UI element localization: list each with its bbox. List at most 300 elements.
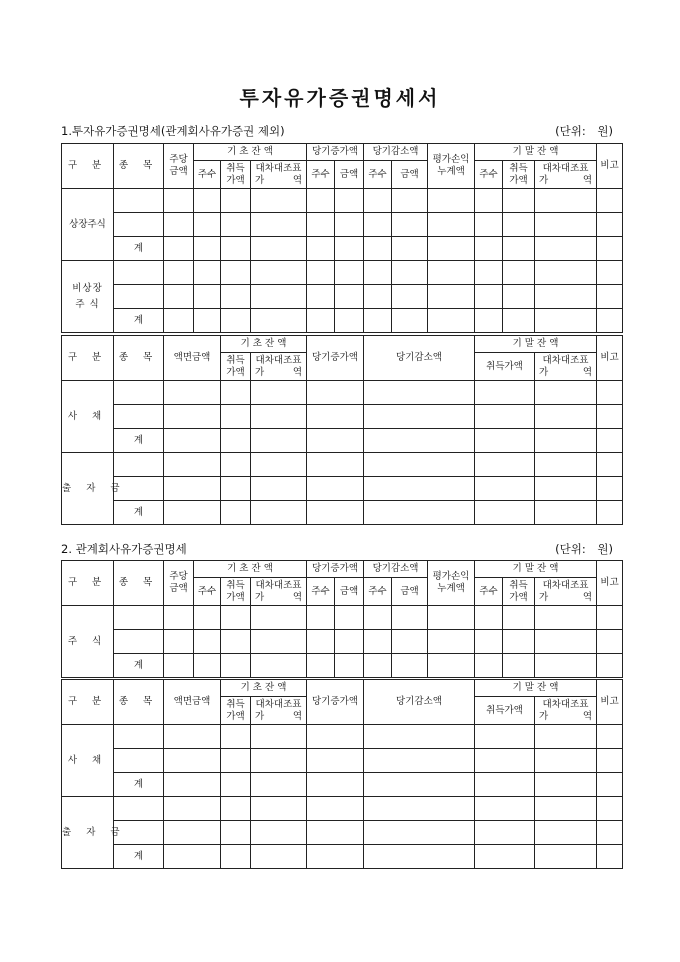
table-row xyxy=(62,405,623,429)
table-cell[interactable] xyxy=(364,213,392,237)
table-cell[interactable] xyxy=(364,773,475,797)
table-cell[interactable] xyxy=(475,453,535,477)
table-row xyxy=(62,630,623,654)
table-cell[interactable] xyxy=(364,845,475,869)
table-cell[interactable] xyxy=(307,405,364,429)
table-cell[interactable] xyxy=(194,237,221,261)
table-cell[interactable] xyxy=(194,285,221,309)
table-cell[interactable] xyxy=(251,213,307,237)
header-daecha-label: 대차대조표 xyxy=(542,579,589,591)
table-cell[interactable] xyxy=(251,606,307,630)
table-cell[interactable] xyxy=(364,797,475,821)
table-cell[interactable] xyxy=(164,630,194,654)
header-chwideuk-gaaek: 취득가액 xyxy=(475,697,535,725)
table-cell[interactable] xyxy=(428,606,475,630)
table-cell[interactable] xyxy=(597,453,623,477)
table-cell[interactable] xyxy=(221,749,251,773)
header-gubun: 구 분 xyxy=(62,336,114,381)
table-cell[interactable] xyxy=(503,630,535,654)
table-cell[interactable] xyxy=(335,189,364,213)
table-cell[interactable] xyxy=(221,285,251,309)
table-cell[interactable] xyxy=(364,285,392,309)
row-label-bond: 사 채 xyxy=(62,381,114,453)
header-daecha-label: 대차대조표 xyxy=(542,162,589,174)
header-jusu: 주수 xyxy=(307,161,335,189)
table-cell[interactable] xyxy=(475,381,535,405)
header-gubun: 구 분 xyxy=(62,680,114,725)
table-cell[interactable] xyxy=(114,725,164,749)
table-cell[interactable] xyxy=(597,237,623,261)
table-cell[interactable] xyxy=(597,725,623,749)
table-cell[interactable] xyxy=(114,381,164,405)
table-cell[interactable] xyxy=(597,477,623,501)
table-cell[interactable] xyxy=(251,429,307,453)
table-cell[interactable] xyxy=(597,654,623,678)
table-cell[interactable] xyxy=(535,773,597,797)
table-cell[interactable] xyxy=(251,845,307,869)
header-aek: 역 xyxy=(582,710,592,722)
table-cell[interactable] xyxy=(194,189,221,213)
table-cell[interactable] xyxy=(251,797,307,821)
table-cell[interactable] xyxy=(364,630,392,654)
table-cell[interactable] xyxy=(364,749,475,773)
header-nugye: 누계액 xyxy=(437,583,465,594)
table-cell[interactable] xyxy=(307,606,335,630)
table-cell[interactable] xyxy=(307,749,364,773)
table-cell[interactable] xyxy=(503,213,535,237)
header-jusu: 주수 xyxy=(475,161,503,189)
table-cell[interactable] xyxy=(364,654,392,678)
table-cell[interactable] xyxy=(164,309,194,333)
table-row xyxy=(62,654,623,678)
table-cell[interactable] xyxy=(221,381,251,405)
table-cell[interactable] xyxy=(164,749,221,773)
table-cell[interactable] xyxy=(475,845,535,869)
table-cell[interactable] xyxy=(164,821,221,845)
table-cell[interactable] xyxy=(335,261,364,285)
header-danggam: 당기감소액 xyxy=(364,680,475,725)
table-cell[interactable] xyxy=(475,189,503,213)
header-bigo: 비고 xyxy=(597,561,623,606)
table-cell[interactable] xyxy=(597,189,623,213)
table-cell[interactable] xyxy=(335,213,364,237)
table-cell[interactable] xyxy=(221,501,251,525)
table-cell[interactable] xyxy=(307,213,335,237)
table-cell[interactable] xyxy=(251,821,307,845)
table-cell[interactable] xyxy=(164,606,194,630)
table-row xyxy=(62,261,623,285)
table-cell[interactable] xyxy=(428,237,475,261)
table-cell[interactable] xyxy=(475,477,535,501)
table-cell[interactable] xyxy=(194,261,221,285)
section-2-title: 2. 관계회사유가증권명세 xyxy=(61,542,187,556)
table-cell[interactable] xyxy=(428,309,475,333)
table-cell[interactable] xyxy=(535,381,597,405)
table-cell[interactable] xyxy=(535,213,597,237)
table-cell[interactable] xyxy=(597,773,623,797)
table-row xyxy=(62,606,623,630)
table-cell[interactable] xyxy=(221,630,251,654)
table-row xyxy=(62,213,623,237)
table-cell[interactable] xyxy=(364,309,392,333)
header-daecha xyxy=(535,578,597,606)
table-cell[interactable] xyxy=(475,773,535,797)
table-cell[interactable] xyxy=(475,309,503,333)
table-cell[interactable] xyxy=(114,749,164,773)
table-cell[interactable] xyxy=(597,749,623,773)
table-cell[interactable] xyxy=(251,654,307,678)
table-cell[interactable] xyxy=(503,606,535,630)
table-cell[interactable] xyxy=(114,606,164,630)
header-daecha xyxy=(251,697,307,725)
table-cell[interactable] xyxy=(535,405,597,429)
table-cell[interactable] xyxy=(475,429,535,453)
table-cell[interactable] xyxy=(597,845,623,869)
table-cell[interactable] xyxy=(221,309,251,333)
table-cell[interactable] xyxy=(164,654,194,678)
header-bigo: 비고 xyxy=(597,144,623,189)
table-cell[interactable] xyxy=(307,237,335,261)
document-title: 투자유가증권명세서 xyxy=(239,86,441,110)
table-cell[interactable] xyxy=(221,261,251,285)
table-cell[interactable] xyxy=(597,606,623,630)
table-cell[interactable] xyxy=(221,477,251,501)
header-gimal: 기 말 잔 액 xyxy=(475,336,597,353)
table-cell[interactable] xyxy=(364,261,392,285)
table-cell[interactable] xyxy=(392,261,428,285)
header-dangjeung: 당기증가액 xyxy=(307,336,364,381)
table-cell[interactable] xyxy=(597,309,623,333)
table-cell[interactable] xyxy=(307,381,364,405)
table-cell[interactable] xyxy=(251,237,307,261)
table-cell[interactable] xyxy=(307,501,364,525)
table-cell[interactable] xyxy=(114,453,164,477)
table-cell[interactable] xyxy=(307,821,364,845)
header-daecha xyxy=(251,578,307,606)
table-cell[interactable] xyxy=(428,189,475,213)
table-cell[interactable] xyxy=(364,501,475,525)
row-label-invest: 출 자 금 xyxy=(62,797,114,869)
table-cell[interactable] xyxy=(535,630,597,654)
table-cell[interactable] xyxy=(475,285,503,309)
table-cell[interactable] xyxy=(251,285,307,309)
table-cell[interactable] xyxy=(364,381,475,405)
table-cell[interactable] xyxy=(392,606,428,630)
table-cell[interactable] xyxy=(535,725,597,749)
table-cell[interactable] xyxy=(597,821,623,845)
table-cell[interactable] xyxy=(503,261,535,285)
header-chwideuk-gaaek xyxy=(503,161,535,189)
table-cell[interactable] xyxy=(535,654,597,678)
header-bigo: 비고 xyxy=(597,336,623,381)
table-cell[interactable] xyxy=(475,213,503,237)
table-cell[interactable] xyxy=(535,429,597,453)
table-cell[interactable] xyxy=(307,261,335,285)
table-cell[interactable] xyxy=(251,189,307,213)
table-cell[interactable] xyxy=(194,606,221,630)
row-label-invest: 출 자 금 xyxy=(62,453,114,525)
table-cell[interactable] xyxy=(364,429,475,453)
table-cell[interactable] xyxy=(335,606,364,630)
table-cell[interactable] xyxy=(164,501,221,525)
header-jongmok: 종 목 xyxy=(114,561,164,606)
table-cell[interactable] xyxy=(597,285,623,309)
table-row xyxy=(62,453,623,477)
table-cell[interactable] xyxy=(307,429,364,453)
table-cell[interactable] xyxy=(114,285,164,309)
header-gicho: 기 초 잔 액 xyxy=(221,680,307,697)
table-cell[interactable] xyxy=(114,797,164,821)
table-cell[interactable] xyxy=(535,606,597,630)
table-row xyxy=(62,237,623,261)
table-cell[interactable] xyxy=(503,237,535,261)
table-cell[interactable] xyxy=(597,429,623,453)
table-row xyxy=(62,477,623,501)
table-cell[interactable] xyxy=(535,261,597,285)
table-cell[interactable] xyxy=(251,381,307,405)
section-2-stock-table xyxy=(61,560,623,678)
table-row xyxy=(62,189,623,213)
table-cell[interactable] xyxy=(364,821,475,845)
header-gicho: 기 초 잔 액 xyxy=(221,336,307,353)
table-cell[interactable] xyxy=(392,285,428,309)
table-cell[interactable] xyxy=(307,453,364,477)
table-cell[interactable] xyxy=(428,630,475,654)
header-danggam: 당기감소액 xyxy=(364,144,428,161)
table-cell[interactable] xyxy=(164,453,221,477)
table-cell[interactable] xyxy=(307,189,335,213)
header-gubun: 구 분 xyxy=(62,561,114,606)
header-jongmok: 종 목 xyxy=(114,680,164,725)
section-1-title: 1.투자유가증권명세(관계회사유가증권 제외) xyxy=(61,124,285,138)
table-cell[interactable] xyxy=(475,261,503,285)
table-cell[interactable] xyxy=(364,237,392,261)
table-cell[interactable] xyxy=(164,845,221,869)
table-cell[interactable] xyxy=(428,285,475,309)
table-cell[interactable] xyxy=(535,477,597,501)
header-daecha-label: 대차대조표 xyxy=(542,698,589,710)
table-row xyxy=(62,749,623,773)
table-cell[interactable] xyxy=(221,237,251,261)
table-cell[interactable] xyxy=(251,405,307,429)
table-cell[interactable] xyxy=(364,477,475,501)
table-cell[interactable] xyxy=(475,725,535,749)
table-cell[interactable] xyxy=(221,845,251,869)
table-cell[interactable] xyxy=(164,285,194,309)
table-cell[interactable] xyxy=(335,285,364,309)
table-cell[interactable] xyxy=(335,237,364,261)
table-cell[interactable] xyxy=(307,725,364,749)
table-cell[interactable] xyxy=(251,453,307,477)
table-cell[interactable] xyxy=(535,749,597,773)
table-cell[interactable] xyxy=(307,773,364,797)
table-cell[interactable] xyxy=(392,630,428,654)
table-cell[interactable] xyxy=(164,237,194,261)
table-cell[interactable] xyxy=(535,285,597,309)
table-cell[interactable] xyxy=(335,309,364,333)
table-cell[interactable] xyxy=(535,845,597,869)
table-cell[interactable] xyxy=(392,654,428,678)
table-cell[interactable] xyxy=(221,797,251,821)
table-cell[interactable] xyxy=(392,189,428,213)
table-cell[interactable] xyxy=(597,501,623,525)
table-cell[interactable] xyxy=(364,189,392,213)
table-cell[interactable] xyxy=(114,630,164,654)
table-row xyxy=(62,309,623,333)
table-cell[interactable] xyxy=(475,606,503,630)
header-gicho: 기 초 잔 액 xyxy=(194,144,307,161)
table-cell[interactable] xyxy=(221,654,251,678)
table-cell[interactable] xyxy=(335,654,364,678)
header-chwideuk: 취득 xyxy=(509,579,528,591)
table-cell[interactable] xyxy=(307,285,335,309)
table-cell[interactable] xyxy=(251,261,307,285)
table-cell[interactable] xyxy=(221,429,251,453)
header-gimal: 기 말 잔 액 xyxy=(475,144,597,161)
table-cell[interactable] xyxy=(535,189,597,213)
table-cell[interactable] xyxy=(307,797,364,821)
table-cell[interactable] xyxy=(194,213,221,237)
table-cell[interactable] xyxy=(364,453,475,477)
table-cell[interactable] xyxy=(475,501,535,525)
table-cell[interactable] xyxy=(194,630,221,654)
table-cell[interactable] xyxy=(307,309,335,333)
table-cell[interactable] xyxy=(221,773,251,797)
header-ga: 가 xyxy=(539,366,549,378)
header-judang: 주당 xyxy=(169,571,188,582)
table-cell[interactable] xyxy=(503,654,535,678)
table-cell[interactable] xyxy=(251,501,307,525)
table-cell[interactable] xyxy=(307,477,364,501)
table-cell[interactable] xyxy=(194,309,221,333)
table-cell[interactable] xyxy=(597,213,623,237)
header-daecha xyxy=(251,353,307,381)
section-2-heading xyxy=(61,541,617,557)
table-cell[interactable] xyxy=(221,213,251,237)
header-daecha-label: 대차대조표 xyxy=(542,354,589,366)
header-ga: 가 xyxy=(255,591,265,603)
table-cell[interactable] xyxy=(251,725,307,749)
table-cell[interactable] xyxy=(194,654,221,678)
table-cell[interactable] xyxy=(597,405,623,429)
table-cell[interactable] xyxy=(114,261,164,285)
table-cell[interactable] xyxy=(364,725,475,749)
table-cell[interactable] xyxy=(475,630,503,654)
table-cell[interactable] xyxy=(114,189,164,213)
table-cell[interactable] xyxy=(164,773,221,797)
header-geumaek: 금액 xyxy=(392,161,428,189)
table-cell[interactable] xyxy=(307,654,335,678)
table-cell[interactable] xyxy=(251,749,307,773)
table-cell[interactable] xyxy=(535,237,597,261)
table-cell[interactable] xyxy=(164,213,194,237)
table-cell[interactable] xyxy=(307,630,335,654)
header-jusu: 주수 xyxy=(194,161,221,189)
table-cell[interactable] xyxy=(221,725,251,749)
table-cell[interactable] xyxy=(251,630,307,654)
table-cell[interactable] xyxy=(475,821,535,845)
header-chwideuk: 취득 xyxy=(226,162,245,174)
table-cell[interactable] xyxy=(221,405,251,429)
table-cell[interactable] xyxy=(307,845,364,869)
row-label-bond: 사 채 xyxy=(62,725,114,797)
table-cell[interactable] xyxy=(164,429,221,453)
header-geumaek: 금액 xyxy=(169,166,188,177)
table-cell[interactable] xyxy=(535,821,597,845)
table-cell[interactable] xyxy=(392,213,428,237)
table-row xyxy=(62,285,623,309)
table-cell[interactable] xyxy=(475,797,535,821)
table-cell[interactable] xyxy=(164,381,221,405)
table-cell[interactable] xyxy=(535,501,597,525)
table-cell[interactable] xyxy=(503,309,535,333)
section-1-heading xyxy=(61,123,617,139)
table-cell[interactable] xyxy=(164,477,221,501)
table-cell[interactable] xyxy=(535,797,597,821)
table-cell[interactable] xyxy=(251,309,307,333)
row-label-unlisted xyxy=(62,261,114,333)
table-cell[interactable] xyxy=(221,189,251,213)
table-cell[interactable] xyxy=(535,453,597,477)
table-cell[interactable] xyxy=(164,797,221,821)
table-cell[interactable] xyxy=(221,453,251,477)
table-cell[interactable] xyxy=(597,630,623,654)
table-cell[interactable] xyxy=(503,285,535,309)
table-row xyxy=(62,845,623,869)
header-gaaek: 가액 xyxy=(509,174,528,186)
table-cell[interactable] xyxy=(392,237,428,261)
table-cell[interactable] xyxy=(392,309,428,333)
table-cell[interactable] xyxy=(475,749,535,773)
table-cell[interactable] xyxy=(475,237,503,261)
table-cell[interactable] xyxy=(221,606,251,630)
table-row xyxy=(62,773,623,797)
header-chwideuk-gaaek xyxy=(221,353,251,381)
table-cell[interactable] xyxy=(364,405,475,429)
row-total: 계 xyxy=(114,845,164,869)
table-cell[interactable] xyxy=(597,261,623,285)
header-daecha-label: 대차대조표 xyxy=(255,698,302,710)
table-cell[interactable] xyxy=(164,261,194,285)
row-label-listed: 상장주식 xyxy=(62,189,114,261)
table-cell[interactable] xyxy=(364,606,392,630)
table-cell[interactable] xyxy=(251,477,307,501)
table-row xyxy=(62,797,623,821)
table-cell[interactable] xyxy=(535,309,597,333)
table-cell[interactable] xyxy=(114,213,164,237)
table-cell[interactable] xyxy=(335,630,364,654)
table-cell[interactable] xyxy=(164,189,194,213)
table-cell[interactable] xyxy=(475,405,535,429)
table-cell[interactable] xyxy=(114,405,164,429)
table-cell[interactable] xyxy=(164,725,221,749)
header-geumaek: 금액 xyxy=(335,578,364,606)
table-cell[interactable] xyxy=(164,405,221,429)
section-2-bond-table xyxy=(61,679,623,869)
table-cell[interactable] xyxy=(503,189,535,213)
header-judang-geumaek xyxy=(164,144,194,189)
header-ga: 가 xyxy=(539,710,549,722)
table-cell[interactable] xyxy=(597,797,623,821)
table-cell[interactable] xyxy=(428,654,475,678)
table-cell[interactable] xyxy=(475,654,503,678)
table-cell[interactable] xyxy=(221,821,251,845)
table-cell[interactable] xyxy=(428,213,475,237)
table-cell[interactable] xyxy=(597,381,623,405)
table-cell[interactable] xyxy=(251,773,307,797)
table-cell[interactable] xyxy=(428,261,475,285)
header-jongmok: 종 목 xyxy=(114,336,164,381)
